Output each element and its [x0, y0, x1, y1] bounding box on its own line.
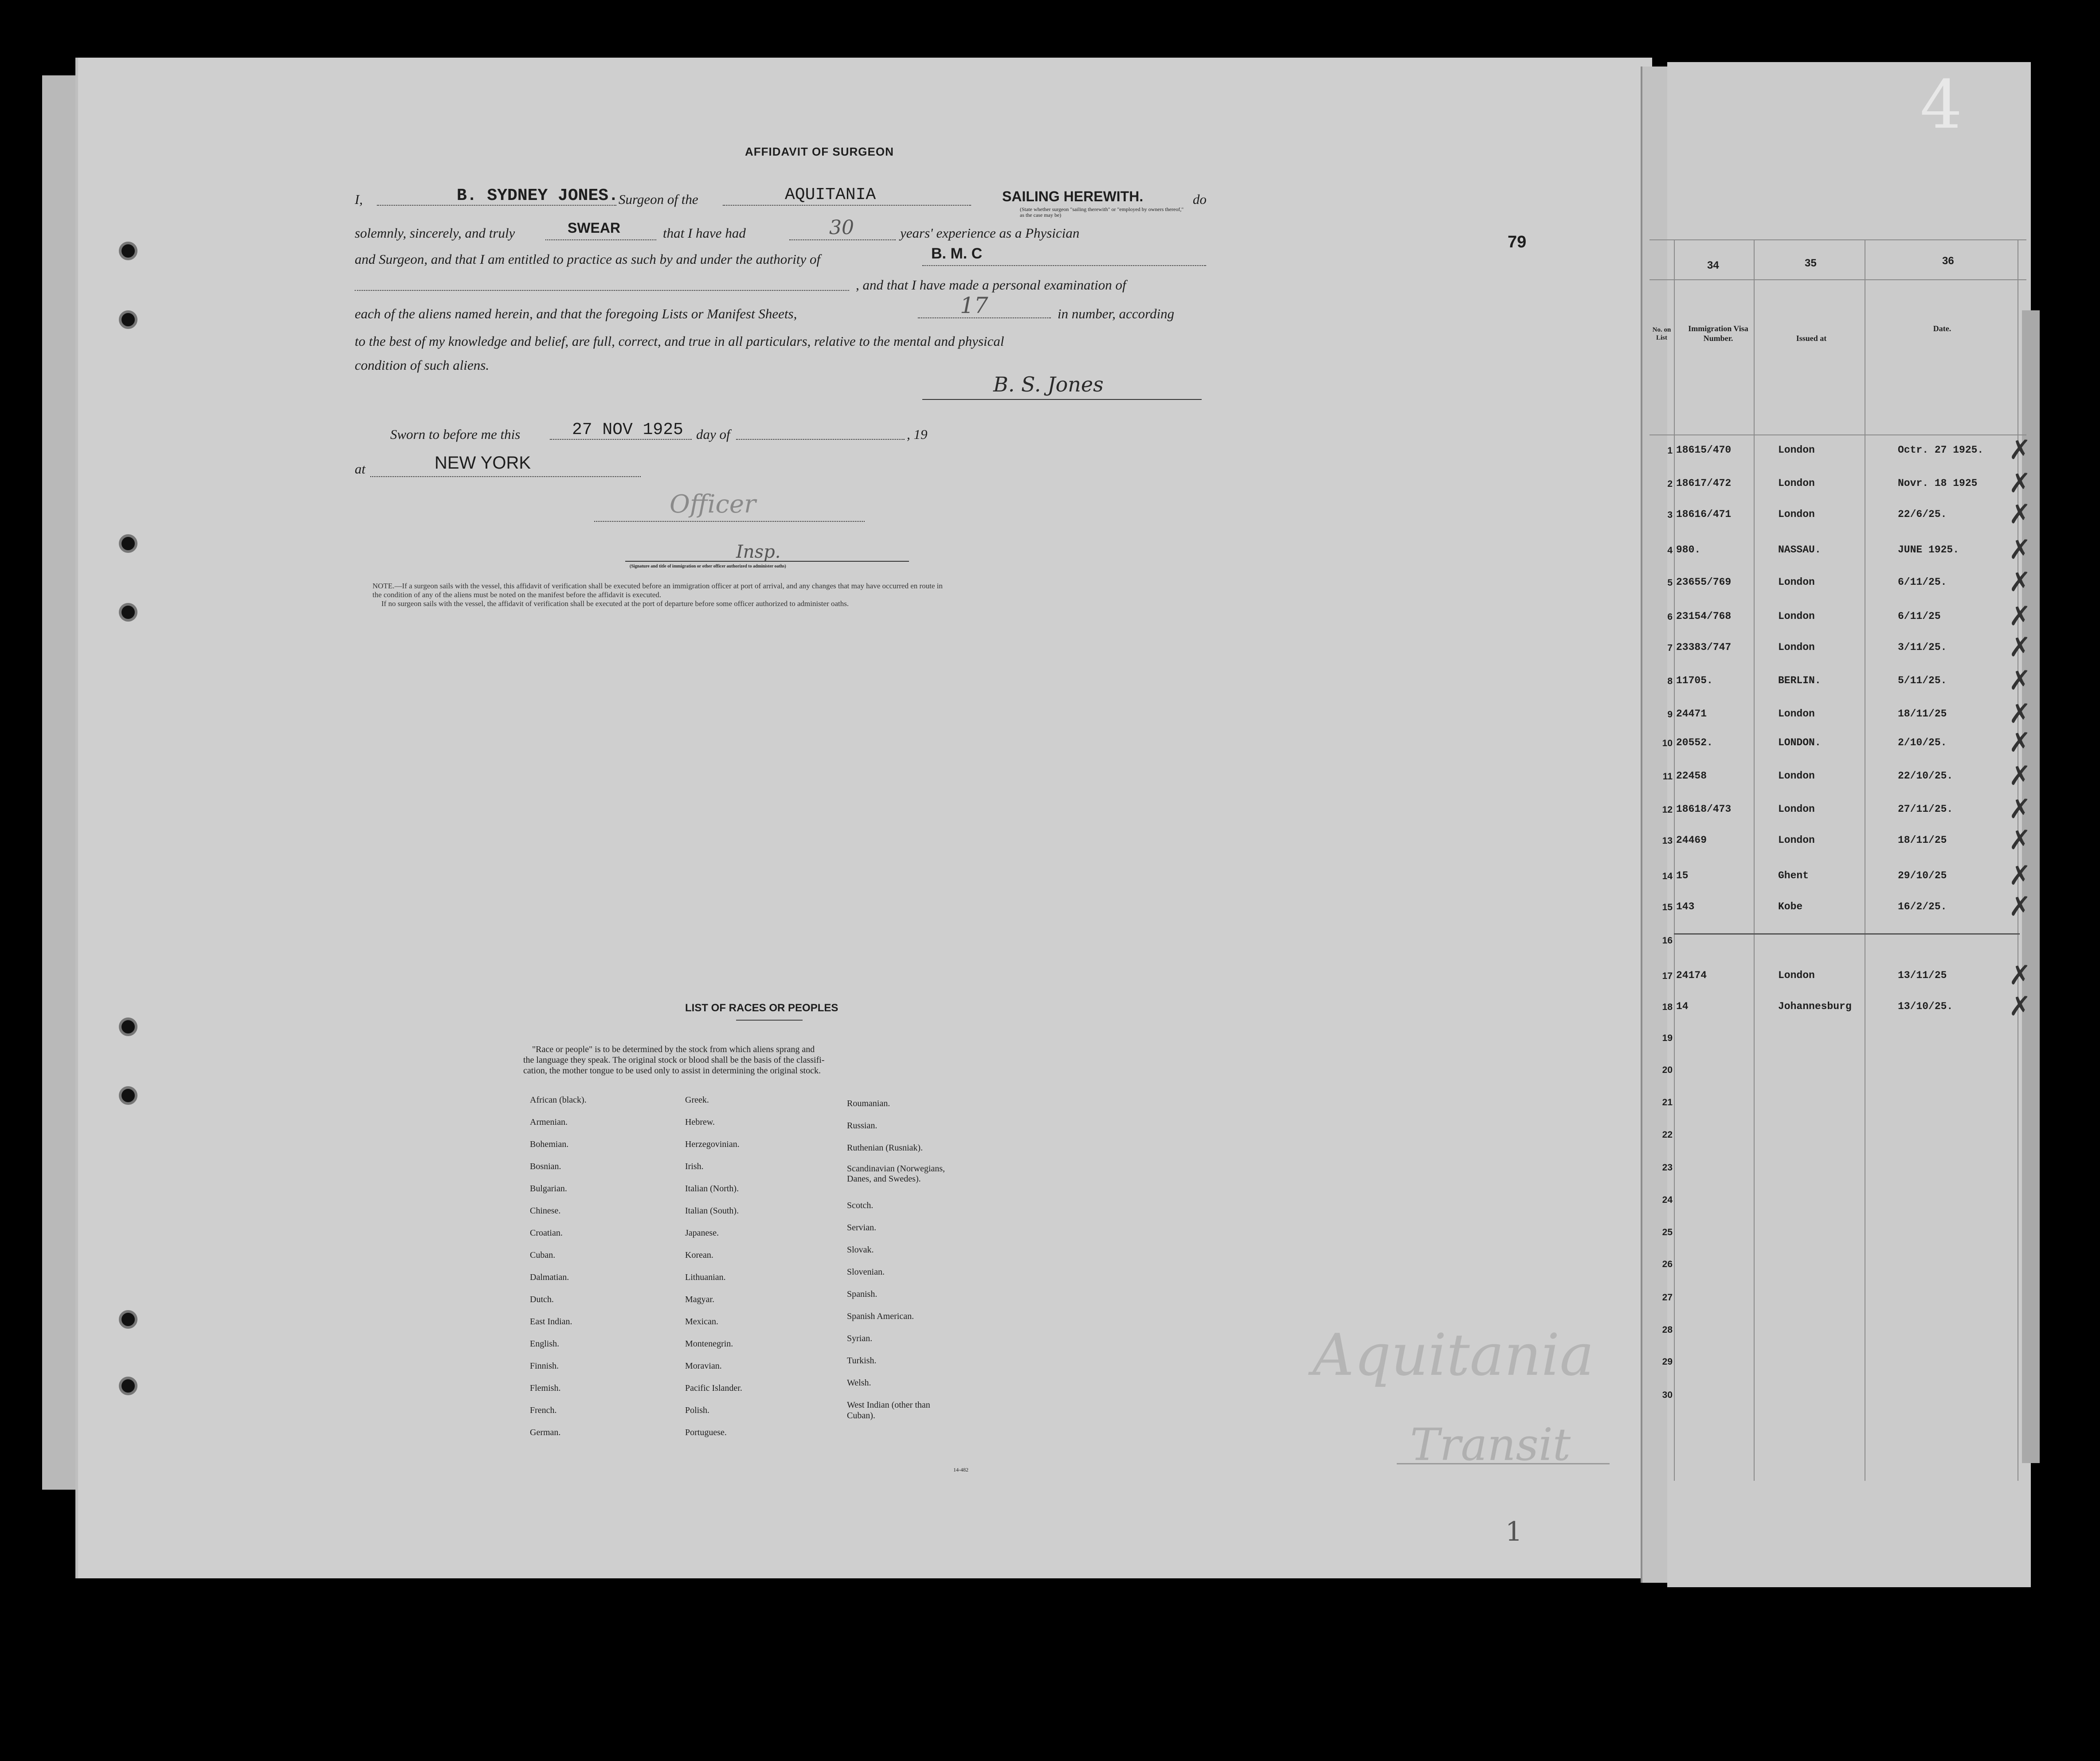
- issue-date: 18/11/25: [1898, 708, 1947, 720]
- visa-number: 18616/471: [1676, 509, 1732, 520]
- race-entry: Roumanian.: [847, 1099, 890, 1108]
- issue-date: 22/10/25.: [1898, 770, 1953, 782]
- visa-number: 23655/769: [1676, 576, 1732, 588]
- affidavit-text: to the best of my knowledge and belief, are full, correct, and true in all particulars, relative to the mental and physical: [355, 333, 1004, 349]
- table-rule: [1754, 239, 1755, 1481]
- row-number: 2: [1667, 479, 1673, 489]
- licensing-authority: B. M. C: [931, 245, 983, 262]
- check-mark-icon: ✗: [2009, 960, 2031, 991]
- signature-caption: (Signature and title of immigration or other officer authorized to administer oaths): [630, 564, 786, 569]
- handwritten-ship-name: Aquitania: [1312, 1321, 1594, 1389]
- check-mark-icon: ✗: [2009, 665, 2031, 696]
- issued-place: BERLIN.: [1778, 675, 1821, 686]
- surgeon-status: SAILING HEREWITH.: [1002, 188, 1144, 204]
- fill-line: [736, 439, 905, 440]
- race-entry: Dutch.: [530, 1295, 554, 1304]
- table-rule: [1649, 279, 2026, 280]
- race-entry: Chinese.: [530, 1206, 561, 1216]
- row-number: 17: [1662, 971, 1673, 981]
- issued-place: London: [1778, 444, 1815, 456]
- issue-date: 16/2/25.: [1898, 901, 1947, 912]
- ship-name: AQUITANIA: [785, 185, 876, 204]
- check-mark-icon: ✗: [2009, 794, 2031, 825]
- visa-number: 14: [1676, 1001, 1689, 1012]
- race-entry: Ruthenian (Rusniak).: [847, 1143, 923, 1153]
- race-entry: Croatian.: [530, 1228, 563, 1238]
- punch-hole: [119, 603, 137, 622]
- row-number: 1: [1667, 446, 1673, 456]
- issue-date: 22/6/25.: [1898, 509, 1947, 520]
- header-issued-at: Issued at: [1796, 334, 1827, 343]
- sheet-number: 79: [1508, 233, 1527, 251]
- affidavit-note: NOTE.—If a surgeon sails with the vessel, this affidavit of verification shall be executed before an immigration officer at port of arrival, and any changes that may have occurred en route in: [372, 582, 943, 590]
- visa-number: 18618/473: [1676, 803, 1732, 815]
- sheets-count: 17: [960, 293, 988, 318]
- fill-line: [922, 265, 1206, 266]
- fill-line: [789, 239, 896, 240]
- race-entry: Irish.: [685, 1162, 704, 1171]
- row-number: 5: [1667, 578, 1673, 588]
- affidavit-text: Sworn to before me this: [390, 427, 521, 442]
- issue-date: JUNE 1925.: [1898, 544, 1959, 556]
- row-number: 7: [1667, 643, 1673, 653]
- race-entry: Scandinavian (Norwegians,: [847, 1164, 945, 1174]
- row-number: 29: [1662, 1357, 1673, 1367]
- row-number: 15: [1662, 902, 1673, 912]
- row-number: 23: [1662, 1162, 1673, 1173]
- row-number: 21: [1662, 1097, 1673, 1107]
- affidavit-text: at: [355, 461, 366, 477]
- check-mark-icon: ✗: [2009, 499, 2031, 530]
- table-rule: [1674, 933, 2020, 935]
- bottom-tick: 1: [1505, 1516, 1523, 1547]
- race-entry: Scotch.: [847, 1201, 874, 1210]
- issue-date: Novr. 18 1925: [1898, 477, 1978, 489]
- races-title-rule: [736, 1020, 803, 1021]
- table-rule: [1674, 239, 1675, 1481]
- visa-number: 18615/470: [1676, 444, 1732, 456]
- table-rule: [1649, 434, 2026, 435]
- affidavit-text: and Surgeon, and that I am entitled to practice as such by and under the authority of: [355, 251, 821, 267]
- race-entry: West Indian (other than: [847, 1400, 930, 1410]
- race-entry: Portuguese.: [685, 1428, 727, 1437]
- races-intro: the language they speak. The original stock or blood shall be the basis of the classifi-: [523, 1055, 825, 1065]
- sworn-place: NEW YORK: [435, 453, 531, 473]
- fill-line: [370, 476, 641, 477]
- race-entry: Herzegovinian.: [685, 1139, 740, 1149]
- visa-number: 24469: [1676, 834, 1707, 846]
- surgeon-name: B. SYDNEY JONES.: [457, 186, 619, 205]
- race-entry: German.: [530, 1428, 561, 1437]
- race-entry: Flemish.: [530, 1383, 561, 1393]
- visa-number: 980.: [1676, 544, 1701, 556]
- affidavit-note: If no surgeon sails with the vessel, the affidavit of verification shall be executed at the port of departure before some officer authorized to administer oaths.: [381, 599, 849, 608]
- issued-place: London: [1778, 834, 1815, 846]
- row-number: 18: [1662, 1002, 1673, 1012]
- race-entry: Bosnian.: [530, 1162, 561, 1171]
- race-entry: Cuban.: [530, 1250, 556, 1260]
- issued-place: NASSAU.: [1778, 544, 1821, 556]
- affidavit-text: solemnly, sincerely, and truly: [355, 225, 515, 241]
- punch-hole: [119, 1017, 137, 1036]
- race-entry: Cuban).: [847, 1411, 875, 1421]
- affidavit-text: , 19: [907, 427, 928, 442]
- row-number: 14: [1662, 871, 1673, 881]
- handwritten-transit: Transit: [1410, 1419, 1571, 1471]
- row-number: 24: [1662, 1195, 1673, 1205]
- row-number: 9: [1667, 709, 1673, 720]
- visa-number: 23383/747: [1676, 642, 1732, 653]
- row-number: 26: [1662, 1259, 1673, 1269]
- row-number: 27: [1662, 1292, 1673, 1303]
- issued-place: London: [1778, 509, 1815, 520]
- race-entry: Moravian.: [685, 1361, 722, 1371]
- row-number: 8: [1667, 676, 1673, 686]
- issue-date: 13/10/25.: [1898, 1001, 1953, 1012]
- issue-date: 3/11/25.: [1898, 642, 1947, 653]
- visa-number: 11705.: [1676, 675, 1713, 686]
- visa-table: [1649, 239, 2040, 1481]
- row-number: 10: [1662, 738, 1673, 748]
- row-number: 4: [1667, 545, 1673, 556]
- issue-date: 29/10/25: [1898, 870, 1947, 881]
- fill-line: [594, 521, 865, 522]
- issued-place: Kobe: [1778, 901, 1803, 912]
- years-experience: 30: [829, 216, 854, 239]
- check-mark-icon: ✗: [2009, 632, 2031, 663]
- check-mark-icon: ✗: [2009, 727, 2031, 758]
- punch-hole: [119, 534, 137, 553]
- race-entry: French.: [530, 1405, 557, 1415]
- issued-place: London: [1778, 970, 1815, 981]
- race-entry: Italian (South).: [685, 1206, 739, 1216]
- officer-line: [625, 561, 909, 562]
- check-mark-icon: ✗: [2009, 698, 2031, 729]
- punch-hole: [119, 1310, 137, 1329]
- issue-date: 18/11/25: [1898, 834, 1947, 846]
- race-entry: Spanish.: [847, 1289, 878, 1299]
- row-number: 11: [1662, 771, 1673, 782]
- race-entry: Syrian.: [847, 1334, 873, 1343]
- race-entry: Montenegrin.: [685, 1339, 733, 1349]
- visa-number: 23154/768: [1676, 610, 1732, 622]
- race-entry: African (black).: [530, 1095, 587, 1105]
- visa-number: 22458: [1676, 770, 1707, 782]
- sworn-date: 27 NOV 1925: [572, 420, 683, 439]
- race-entry: Servian.: [847, 1223, 877, 1233]
- surgeon-signature: B. S. Jones: [993, 372, 1104, 396]
- race-entry: Greek.: [685, 1095, 709, 1105]
- check-mark-icon: ✗: [2009, 567, 2031, 598]
- fill-line: [550, 439, 692, 440]
- races-title: LIST OF RACES OR PEOPLES: [685, 1002, 838, 1014]
- table-rule: [1649, 239, 2026, 240]
- issue-date: 2/10/25.: [1898, 737, 1947, 748]
- issue-date: 13/11/25: [1898, 970, 1947, 981]
- issue-date: 27/11/25.: [1898, 803, 1953, 815]
- row-number: 20: [1662, 1065, 1673, 1075]
- issued-place: London: [1778, 803, 1815, 815]
- issued-place: London: [1778, 576, 1815, 588]
- issue-date: 6/11/25.: [1898, 576, 1947, 588]
- check-mark-icon: ✗: [2009, 601, 2031, 632]
- visa-number: 20552.: [1676, 737, 1713, 748]
- affidavit-text: years' experience as a Physician: [900, 225, 1080, 241]
- affidavit-note: the condition of any of the aliens must be noted on the manifest before the affidavit is executed.: [372, 591, 662, 599]
- row-number: 16: [1662, 935, 1673, 946]
- race-entry: Japanese.: [685, 1228, 719, 1238]
- check-mark-icon: ✗: [2009, 434, 2031, 466]
- race-entry: Slovenian.: [847, 1267, 885, 1277]
- race-entry: Danes, and Swedes).: [847, 1174, 921, 1184]
- race-entry: Mexican.: [685, 1317, 718, 1327]
- column-number: 36: [1942, 255, 1954, 267]
- issue-date: Octr. 27 1925.: [1898, 444, 1984, 456]
- affidavit-title: AFFIDAVIT OF SURGEON: [745, 145, 894, 158]
- fill-line: [377, 205, 616, 206]
- fill-line: [545, 239, 656, 240]
- fill-line: [918, 317, 1051, 318]
- race-entry: Pacific Islander.: [685, 1383, 742, 1393]
- row-number: 19: [1662, 1033, 1673, 1043]
- affidavit-text: day of: [696, 427, 730, 442]
- race-entry: East Indian.: [530, 1317, 572, 1327]
- row-number: 3: [1667, 510, 1673, 520]
- check-mark-icon: ✗: [2009, 760, 2031, 791]
- folio-number: 4: [1920, 67, 1963, 144]
- fill-line: [723, 205, 971, 206]
- status-note: (State whether surgeon "sailing therewith" or "employed by owners thereof," as the case may be): [1020, 206, 1184, 218]
- column-number: 34: [1707, 259, 1719, 271]
- visa-number: 18617/472: [1676, 477, 1732, 489]
- race-entry: Russian.: [847, 1121, 878, 1131]
- check-mark-icon: ✗: [2009, 825, 2031, 856]
- punch-hole: [119, 242, 137, 260]
- issued-place: London: [1778, 642, 1815, 653]
- affidavit-text: in number, according: [1058, 306, 1175, 321]
- race-entry: Magyar.: [685, 1295, 715, 1304]
- row-number: 12: [1662, 805, 1673, 815]
- header-list-number: No. on List: [1652, 326, 1671, 341]
- issue-date: 5/11/25.: [1898, 675, 1947, 686]
- race-entry: Lithuanian.: [685, 1272, 726, 1282]
- race-entry: Bohemian.: [530, 1139, 569, 1149]
- issued-place: London: [1778, 708, 1815, 720]
- race-entry: Slovak.: [847, 1245, 874, 1255]
- races-intro: "Race or people" is to be determined by the stock from which aliens sprang and: [532, 1045, 815, 1054]
- signature-line: [922, 399, 1202, 400]
- issued-place: Ghent: [1778, 870, 1809, 881]
- affidavit-text: that I have had: [663, 225, 746, 241]
- row-number: 13: [1662, 836, 1673, 846]
- races-intro: cation, the mother tongue to be used only to assist in determining the original stock.: [523, 1066, 821, 1076]
- affidavit-text: , and that I have made a personal examination of: [856, 277, 1126, 293]
- header-visa-number: Immigration Visa Number.: [1688, 324, 1748, 343]
- check-mark-icon: ✗: [2009, 468, 2031, 499]
- oath-word: SWEAR: [568, 220, 621, 236]
- visa-number: 143: [1676, 901, 1695, 912]
- race-entry: Dalmatian.: [530, 1272, 569, 1282]
- race-entry: Korean.: [685, 1250, 713, 1260]
- row-number: 28: [1662, 1325, 1673, 1335]
- affidavit-text: condition of such aliens.: [355, 357, 490, 373]
- form-number: 14-482: [953, 1467, 968, 1473]
- issued-place: London: [1778, 610, 1815, 622]
- race-entry: Turkish.: [847, 1356, 877, 1366]
- row-number: 30: [1662, 1390, 1673, 1400]
- check-mark-icon: ✗: [2009, 891, 2031, 922]
- affidavit-text: Surgeon of the: [619, 192, 698, 207]
- visa-number: 24174: [1676, 970, 1707, 981]
- punch-hole: [119, 1377, 137, 1395]
- race-entry: Finnish.: [530, 1361, 559, 1371]
- affidavit-text: each of the aliens named herein, and that the foregoing Lists or Manifest Sheets,: [355, 306, 797, 321]
- affidavit-text: I,: [355, 192, 363, 207]
- race-entry: Bulgarian.: [530, 1184, 567, 1194]
- fill-line: [355, 290, 849, 291]
- header-date: Date.: [1933, 324, 1951, 333]
- race-entry: English.: [530, 1339, 560, 1349]
- issued-place: LONDON.: [1778, 737, 1821, 748]
- race-entry: Armenian.: [530, 1117, 568, 1127]
- row-number: 25: [1662, 1227, 1673, 1237]
- visa-number: 24471: [1676, 708, 1707, 720]
- race-entry: Welsh.: [847, 1378, 871, 1388]
- affidavit-text: do: [1193, 192, 1207, 207]
- punch-hole: [119, 1086, 137, 1105]
- handwritten-underline: [1397, 1463, 1610, 1464]
- race-entry: Italian (North).: [685, 1184, 739, 1194]
- column-number: 35: [1805, 257, 1817, 269]
- issued-place: London: [1778, 770, 1815, 782]
- race-entry: Hebrew.: [685, 1117, 715, 1127]
- check-mark-icon: ✗: [2009, 534, 2031, 565]
- row-number: 22: [1662, 1130, 1673, 1140]
- visa-number: 15: [1676, 870, 1689, 881]
- officer-signature: Officer: [670, 490, 756, 519]
- row-number: 6: [1667, 612, 1673, 622]
- race-entry: Polish.: [685, 1405, 710, 1415]
- officer-title: Insp.: [736, 542, 781, 562]
- issued-place: London: [1778, 477, 1815, 489]
- issue-date: 6/11/25: [1898, 610, 1941, 622]
- issued-place: Johannesburg: [1778, 1001, 1852, 1012]
- punch-hole: [119, 310, 137, 329]
- check-mark-icon: ✗: [2009, 991, 2031, 1022]
- check-mark-icon: ✗: [2009, 860, 2031, 891]
- race-entry: Spanish American.: [847, 1311, 914, 1321]
